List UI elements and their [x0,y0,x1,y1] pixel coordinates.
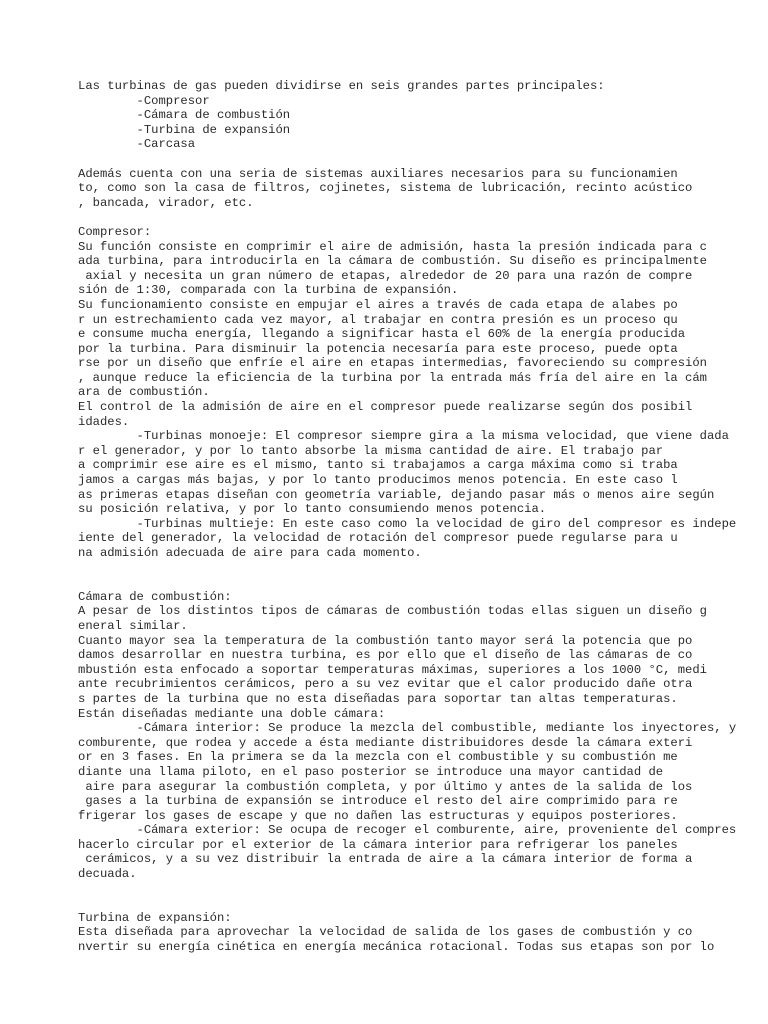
text-line: jamos a cargas más bajas, y por lo tanto producimos menos potencia. En este caso l [78,473,678,488]
text-line: -Compresor [78,93,210,108]
text-line: aire para asegurar la combustión completa, y por último y antes de la salida de los [78,779,693,794]
text-line: Las turbinas de gas pueden dividirse en seis grandes partes principales: [78,79,605,93]
text-line: s partes de la turbina que no esta diseñadas para soportar tan altas temperaturas. [78,691,678,706]
text-line: eneral similar. [78,618,188,633]
text-line: Cámara de combustión: [78,589,232,604]
text-line: cerámicos, y a su vez distribuir la entrada de aire a la cámara interior de forma a [78,852,693,867]
text-line: frigerar los gases de escape y que no dañen las estructuras y equipos posteriores. [78,808,678,823]
text-line: -Cámara exterior: Se ocupa de recoger el comburente, aire, proveniente del compres [78,823,737,838]
text-line: diante una llama piloto, en el paso posterior se introduce una mayor cantidad de [78,764,664,779]
text-line: axial y necesita un gran número de etapas, alrededor de 20 para una razón de compre [78,268,693,283]
text-line: iente del generador, la velocidad de rotación del compresor puede regularse para u [78,531,678,546]
text-line: -Turbina de expansión [78,122,291,137]
text-line: damos desarrollar en nuestra turbina, es por ello que el diseño de las cámaras de co [78,648,693,663]
text-line: gases a la turbina de expansión se introduce el resto del aire comprimido para re [78,794,678,809]
text-line: Además cuenta con una seria de sistemas auxiliares necesarios para su funcionamien [78,166,678,181]
text-line: r un estrechamiento cada vez mayor, al trabajar en contra presión es un proceso qu [78,312,678,327]
text-line: -Cámara de combustión [78,108,291,123]
text-line: as primeras etapas diseñan con geometría variable, dejando pasar más o menos aire según [78,487,715,502]
text-line: A pesar de los distintos tipos de cámaras de combustión todas ellas siguen un diseño g [78,604,707,619]
text-line: -Turbinas monoeje: El compresor siempre gira a la misma velocidad, que viene dada [78,429,729,444]
blank-line [78,882,768,897]
text-line: sión de 1:30, comparada con la turbina de expansión. [78,283,459,298]
text-line: rse por un diseño que enfríe el aire en etapas intermedias, favoreciendo su compresión [78,356,707,371]
text-line: e consume mucha energía, llegando a significar hasta el 60% de la energía producida [78,327,686,342]
text-line: hacerlo circular por el exterior de la cámara interior para refrigerar los paneles [78,837,678,852]
text-line: na admisión adecuada de aire para cada momento. [78,546,422,560]
text-line: -Turbinas multieje: En este caso como la velocidad de giro del compresor es indepe [78,516,737,531]
text-line: Compresor: [78,224,152,239]
text-line: r el generador, y por lo tanto absorbe la misma cantidad de aire. El trabajo par [78,443,664,458]
text-line: Turbina de expansión: [78,910,232,925]
text-line: idades. [78,414,130,429]
text-line: to, como son la casa de filtros, cojinetes, sistema de lubricación, recinto acústico [78,181,693,196]
text-line: El control de la admisión de aire en el compresor puede realizarse según dos posibil [78,400,693,415]
text-line: a comprimir ese aire es el mismo, tanto si trabajamos a carga máxima como si traba [78,458,678,473]
text-line: -Carcasa [78,137,196,152]
text-line: -Cámara interior: Se produce la mezcla del combustible, mediante los inyectores, y [78,721,737,736]
text-line: Su función consiste en comprimir el aire de admisión, hasta la presión indicada para c [78,239,707,254]
text-line: , bancada, virador, etc. [78,195,254,210]
text-line: comburente, que rodea y accede a ésta mediante distribuidores desde la cámara exteri [78,735,693,750]
blank-line [78,896,768,911]
text-line: Están diseñadas mediante una doble cámara: [78,706,386,721]
text-line: ara de combustión. [78,385,210,400]
text-line: su posición relativa, y por lo tanto consumiendo menos potencia. [78,502,547,517]
text-line: decuada. [78,867,137,882]
text-line: nvertir su energía cinética en energía mecánica rotacional. Todas sus etapas son por lo [78,940,715,955]
text-line: mbustión esta enfocado a soportar temperaturas máximas, superiores a los 1000 °C, medi [78,662,707,677]
text-line: por la turbina. Para disminuir la potencia necesaría para este proceso, puede opta [78,341,678,356]
text-line: ada turbina, para introducirla en la cámara de combustión. Su diseño es principalmente [78,254,707,269]
text-line: Su funcionamiento consiste en empujar el aires a través de cada etapa de alabes po [78,297,678,312]
blank-line [78,575,768,590]
document-body [78,79,768,955]
text-line: ante recubrimientos cerámicos, pero a su vez evitar que el calor producido dañe otra [78,677,693,692]
text-line: Esta diseñada para aprovechar la velocidad de salida de los gases de combustión y co [78,925,693,940]
blank-line [78,210,768,225]
text-line: or en 3 fases. En la primera se da la mezcla con el combustible y su combustión me [78,750,678,765]
blank-line [78,561,768,576]
text-line: , aunque reduce la eficiencia de la turbina por la entrada más fría del aire en la cám [78,370,707,385]
text-line: Cuanto mayor sea la temperatura de la combustión tanto mayor será la potencia que po [78,633,693,648]
blank-line [78,152,768,167]
